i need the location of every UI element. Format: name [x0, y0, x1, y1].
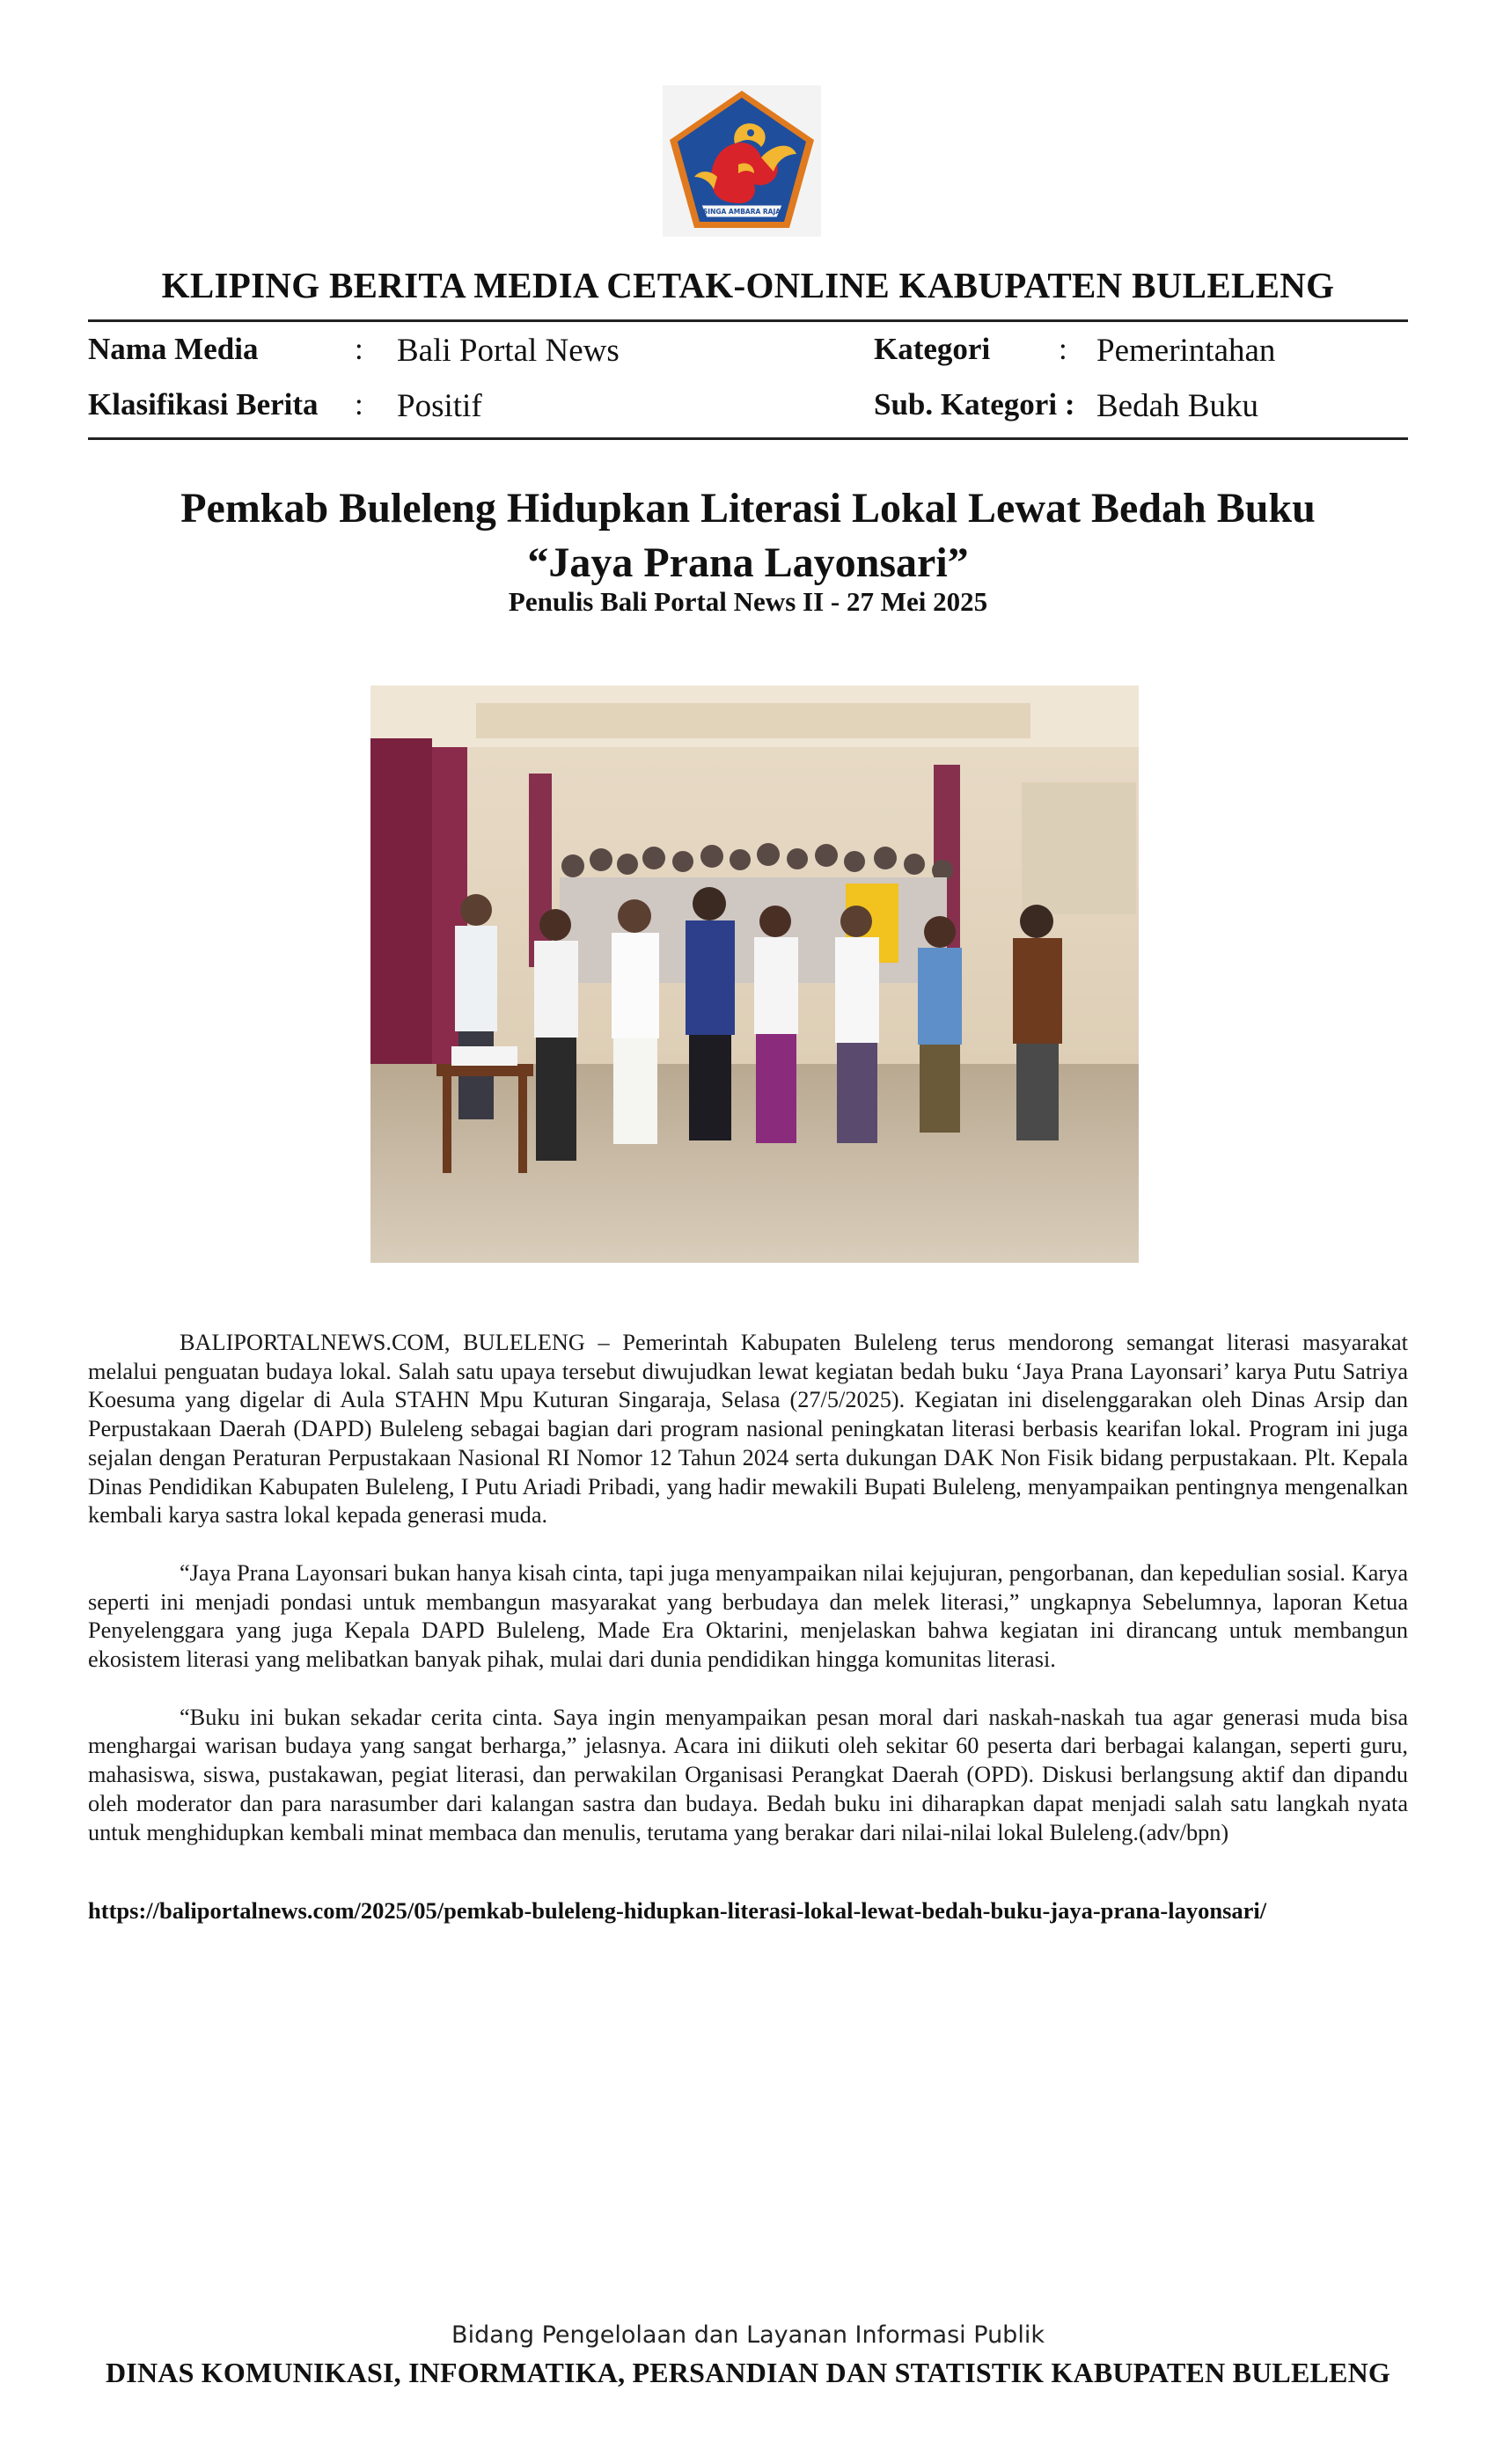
- meta-value-sub-kategori: Bedah Buku: [1096, 388, 1258, 424]
- article-body: [88, 1329, 1408, 1876]
- footer-unit: Bidang Pengelolaan dan Layanan Informasi Publik: [451, 2321, 1045, 2349]
- document-title: KLIPING BERITA MEDIA CETAK-ONLINE KABUPATEN BULELENG: [161, 265, 1335, 305]
- meta-colon: :: [1059, 332, 1067, 366]
- meta-label-klasifikasi: Klasifikasi Berita: [88, 387, 319, 422]
- article-paragraph: “Buku ini bukan sekadar cerita cinta. Saya ingin menyampaikan pesan moral dari naskah-naskah tua agar generasi muda bisa menghargai warisan budaya yang sangat berharga,” jelasnya. Acara ini diikuti oleh sekitar 60 peserta dari berbagai kalangan, seperti guru, mahasiswa, siswa, pustakawan, pegiat literasi, dan perwakilan Organisasi Perangkat Daerah (OPD). Diskusi berlangsung aktif dan dipandu oleh moderator dan para narasumber dari kalangan sastra dan budaya. Bedah buku ini diharapkan dapat menjadi salah satu langkah nyata untuk menghidupkan kembali minat membaca dan menulis, terutama yang berakar dari nilai-nilai lokal Buleleng.(adv/bpn): [88, 1704, 1408, 1845]
- svg-text:SINGA AMBARA RAJA: SINGA AMBARA RAJA: [702, 208, 781, 216]
- meta-label-kategori: Kategori: [874, 332, 991, 366]
- header-divider-top: [88, 319, 1408, 322]
- source-link[interactable]: https://baliportalnews.com/2025/05/pemkab-buleleng-hidupkan-literasi-lokal-lewat-bedah-buku-jaya-prana-layonsari/: [88, 1897, 1267, 1924]
- meta-value-kategori: Pemerintahan: [1096, 333, 1276, 369]
- article-paragraph: BALIPORTALNEWS.COM, BULELENG – Pemerintah Kabupaten Buleleng terus mendorong semangat literasi masyarakat melalui penguatan budaya lokal. Salah satu upaya tersebut diwujudkan lewat kegiatan bedah buku ‘Jaya Prana Layonsari’ karya Putu Satriya Koesuma yang digelar di Aula STAHN Mpu Kuturan Singaraja, Selasa (27/5/2025). Kegiatan ini diselenggarakan oleh Dinas Arsip dan Perpustakaan Daerah (DAPD) Buleleng sebagai bagian dari program nasional peningkatan literasi berbasis kearifan lokal. Program ini juga sejalan dengan Peraturan Perpustakaan Nasional RI Nomor 12 Tahun 2024 serta dukungan DAK Non Fisik bidang perpustakaan. Plt. Kepala Dinas Pendidikan Kabupaten Buleleng, I Putu Ariadi Pribadi, yang hadir mewakili Bupati Buleleng, menyampaikan pentingnya mengenalkan kembali karya sastra lokal kepada generasi muda.: [88, 1330, 1408, 1529]
- meta-value-nama-media: Bali Portal News: [397, 333, 620, 369]
- meta-label-nama-media: Nama Media: [88, 332, 259, 366]
- header-divider-bottom: [88, 437, 1408, 440]
- article-byline: Penulis Bali Portal News II - 27 Mei 2025: [508, 586, 988, 617]
- buleleng-regency-crest-icon: [663, 85, 821, 237]
- article-paragraph: “Jaya Prana Layonsari bukan hanya kisah cinta, tapi juga menyampaikan nilai kejujuran, pengorbanan, dan kepedulian sosial. Karya seperti ini menjadi pondasi untuk membangun masyarakat yang berbudaya dan melek literasi,” ungkapnya Sebelumnya, laporan Ketua Penyelenggara yang juga Kepala DAPD Buleleng, Made Era Oktarini, menjelaskan bahwa kegiatan ini dirancang untuk membangun ekosistem literasi yang melibatkan banyak pihak, mulai dari dunia pendidikan hingga komunitas literasi.: [88, 1559, 1408, 1673]
- meta-value-klasifikasi: Positif: [397, 388, 482, 424]
- footer-agency: DINAS KOMUNIKASI, INFORMATIKA, PERSANDIAN DAN STATISTIK KABUPATEN BULELENG: [105, 2357, 1391, 2388]
- event-group-photo: [370, 686, 1139, 1263]
- article-headline-book-title: “Jaya Prana Layonsari”: [527, 539, 969, 586]
- meta-colon: :: [355, 332, 363, 366]
- meta-label-sub-kategori: Sub. Kategori :: [874, 387, 1075, 422]
- meta-colon: :: [355, 387, 363, 422]
- article-headline: Pemkab Buleleng Hidupkan Literasi Lokal Lewat Bedah Buku: [180, 485, 1316, 532]
